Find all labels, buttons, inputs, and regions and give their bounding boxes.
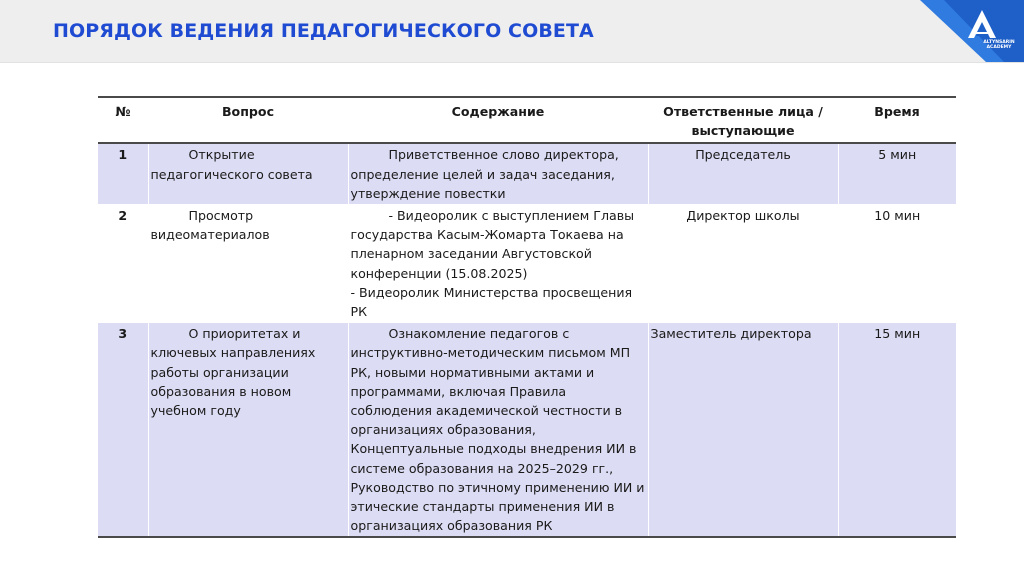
row-content: Приветственное слово директора, определение целей и задач заседания, утверждение повестки	[348, 143, 648, 204]
table-row	[98, 323, 956, 538]
header-number: №	[98, 97, 148, 143]
table-row	[98, 205, 956, 323]
agenda-table	[98, 96, 956, 538]
row-number: 3	[98, 323, 148, 538]
row-responsible: Директор школы	[648, 205, 838, 323]
row-time: 5 мин	[838, 143, 956, 204]
row-number: 2	[98, 205, 148, 323]
page-title: ПОРЯДОК ВЕДЕНИЯ ПЕДАГОГИЧЕСКОГО СОВЕТА	[53, 20, 594, 42]
row-responsible: Заместитель директора	[648, 323, 838, 538]
header-time: Время	[838, 97, 956, 143]
row-time: 15 мин	[838, 323, 956, 538]
header-responsible: Ответственные лица / выступающие	[648, 97, 838, 143]
header-topic: Вопрос	[148, 97, 348, 143]
table-header-row	[98, 97, 956, 143]
table-row	[98, 143, 956, 204]
row-number: 1	[98, 143, 148, 204]
row-content	[348, 205, 648, 323]
logo-corner	[904, 0, 1024, 62]
row-topic: Просмотр видеоматериалов	[148, 205, 348, 323]
row-content-part: - Видеоролик с выступлением Главы государства Касым-Жомарта Токаева на пленарном заседании Августовской конференции (15.08.2025)	[350, 208, 635, 281]
row-responsible: Председатель	[648, 143, 838, 204]
row-topic: О приоритетах и ключевых направлениях работы организации образования в новом учебном году	[148, 323, 348, 538]
header-content: Содержание	[348, 97, 648, 143]
row-content-part: - Видеоролик Министерства просвещения РК	[350, 284, 633, 320]
row-time: 10 мин	[838, 205, 956, 323]
row-content: Ознакомление педагогов с инструктивно-методическим письмом МП РК, новыми нормативными актами и программами, включая Правила соблюдения академической честности в организациях образования, Концептуальные подходы внедрения ИИ в системе образования на 2025–2029 гг., Руководство по этичному применению ИИ и этические стандарты применения ИИ в организациях образования РК	[348, 323, 648, 538]
row-topic: Открытие педагогического совета	[148, 143, 348, 204]
logo-text: ALTYNSARIN ACADEMY	[983, 40, 1015, 50]
